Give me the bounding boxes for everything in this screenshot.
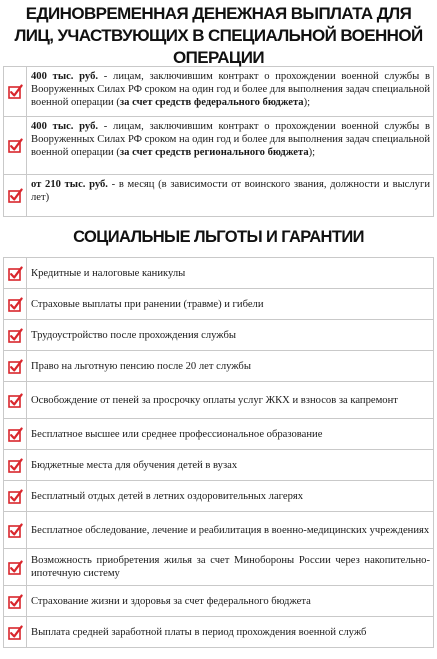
checked-box-icon: [8, 560, 23, 575]
benefit-row: [3, 512, 434, 549]
checked-box-icon: [8, 489, 23, 504]
checkbox-cell: [4, 481, 27, 511]
benefit-row: [3, 586, 434, 617]
payment-text: [27, 117, 433, 174]
checked-box-icon: [8, 523, 23, 538]
benefit-text: Бесплатное обследование, лечение и реабилитация в военно-медицинских учреждениях: [31, 524, 430, 536]
checkbox-cell: [4, 450, 27, 480]
checkbox-cell: [4, 617, 27, 647]
checkbox-cell: [4, 586, 27, 616]
checked-box-icon: [8, 393, 23, 408]
benefit-row: [3, 382, 434, 419]
benefit-row: [3, 549, 434, 586]
checked-box-icon: [8, 427, 23, 442]
benefit-text: Страхование жизни и здоровья за счет федерального бюджета: [31, 595, 311, 607]
checkbox-cell: [4, 382, 27, 418]
checkbox-cell: [4, 351, 27, 381]
benefit-row: [3, 617, 434, 648]
checkbox-cell: [4, 549, 27, 585]
checked-box-icon: [8, 328, 23, 343]
checked-box-icon: [8, 266, 23, 281]
checked-box-icon: [8, 188, 23, 203]
header-title: [0, 0, 437, 66]
payment-description: - в месяц (в зависимости от воинского звания, должности и выслуги лет): [31, 179, 430, 203]
checked-box-icon: [8, 625, 23, 640]
checkbox-cell: [4, 117, 27, 174]
benefit-text: Право на льготную пенсию после 20 лет службы: [31, 360, 251, 372]
benefit-row: [3, 450, 434, 481]
benefit-row: [3, 258, 434, 289]
payment-row: [3, 67, 434, 117]
payment-row: [3, 117, 434, 175]
benefit-row: [3, 320, 434, 351]
payment-source: за счет средств регионального бюджета: [119, 147, 309, 158]
benefit-row: [3, 289, 434, 320]
checkbox-cell: [4, 320, 27, 350]
benefit-text: Трудоустройство после прохождения службы: [31, 329, 236, 341]
benefit-row: [3, 351, 434, 382]
header-line-2: ЛИЦ, УЧАСТВУЮЩИХ В СПЕЦИАЛЬНОЙ ВОЕННОЙ: [14, 26, 423, 45]
payment-source: за счет средств федерального бюджета: [119, 97, 304, 108]
header-line-1: ЕДИНОВРЕМЕННАЯ ДЕНЕЖНАЯ ВЫПЛАТА ДЛЯ: [25, 4, 412, 23]
checkbox-cell: [4, 419, 27, 449]
checked-box-icon: [8, 84, 23, 99]
payment-text: [27, 175, 433, 216]
checkbox-cell: [4, 289, 27, 319]
benefit-text: Бюджетные места для обучения детей в вузах: [31, 459, 238, 471]
benefits-table: [3, 257, 434, 648]
checked-box-icon: [8, 458, 23, 473]
benefit-text: Освобождение от пеней за просрочку оплаты услуг ЖКХ и взносов за капремонт: [31, 394, 398, 406]
checked-box-icon: [8, 138, 23, 153]
checked-box-icon: [8, 297, 23, 312]
checkbox-cell: [4, 258, 27, 288]
benefit-text: Бесплатное высшее или среднее профессиональное образование: [31, 428, 323, 440]
checkbox-cell: [4, 175, 27, 216]
payment-tail: );: [303, 97, 311, 108]
payment-tail: );: [308, 147, 316, 158]
benefit-text: Бесплатный отдых детей в летних оздоровительных лагерях: [31, 490, 304, 502]
payment-amount: от 210 тыс. руб.: [31, 179, 108, 190]
payment-text: [27, 67, 433, 116]
checkbox-cell: [4, 67, 27, 116]
payment-amount: 400 тыс. руб.: [31, 71, 99, 82]
benefit-row: [3, 481, 434, 512]
benefit-text: Страховые выплаты при ранении (травме) и гибели: [31, 298, 264, 310]
payment-amount: 400 тыс. руб.: [31, 121, 99, 132]
payments-table: [3, 66, 434, 217]
checked-box-icon: [8, 594, 23, 609]
payment-description: - лицам, заключившим контракт о прохождении военной службы в Вооруженных Силах РФ сроком на один год и более для выполнения задач специальной военной операции (: [31, 121, 431, 158]
checkbox-cell: [4, 512, 27, 548]
checked-box-icon: [8, 359, 23, 374]
header-line-3: ОПЕРАЦИИ: [173, 48, 264, 67]
benefit-row: [3, 419, 434, 450]
payment-row: [3, 175, 434, 217]
benefit-text: Выплата средней заработной платы в период прохождения военной служб: [31, 626, 367, 638]
benefit-text: Кредитные и налоговые каникулы: [31, 267, 186, 279]
payment-description: - лицам, заключившим контракт о прохождении военной службы в Вооруженных Силах РФ сроком на один год и более для выполнения задач специальной военной операции (: [31, 71, 431, 108]
benefit-text: Возможность приобретения жилья за счет Минобороны России через накопительно-ипотечную систему: [31, 555, 430, 579]
section-title: СОЦИАЛЬНЫЕ ЛЬГОТЫ И ГАРАНТИИ: [73, 228, 364, 246]
